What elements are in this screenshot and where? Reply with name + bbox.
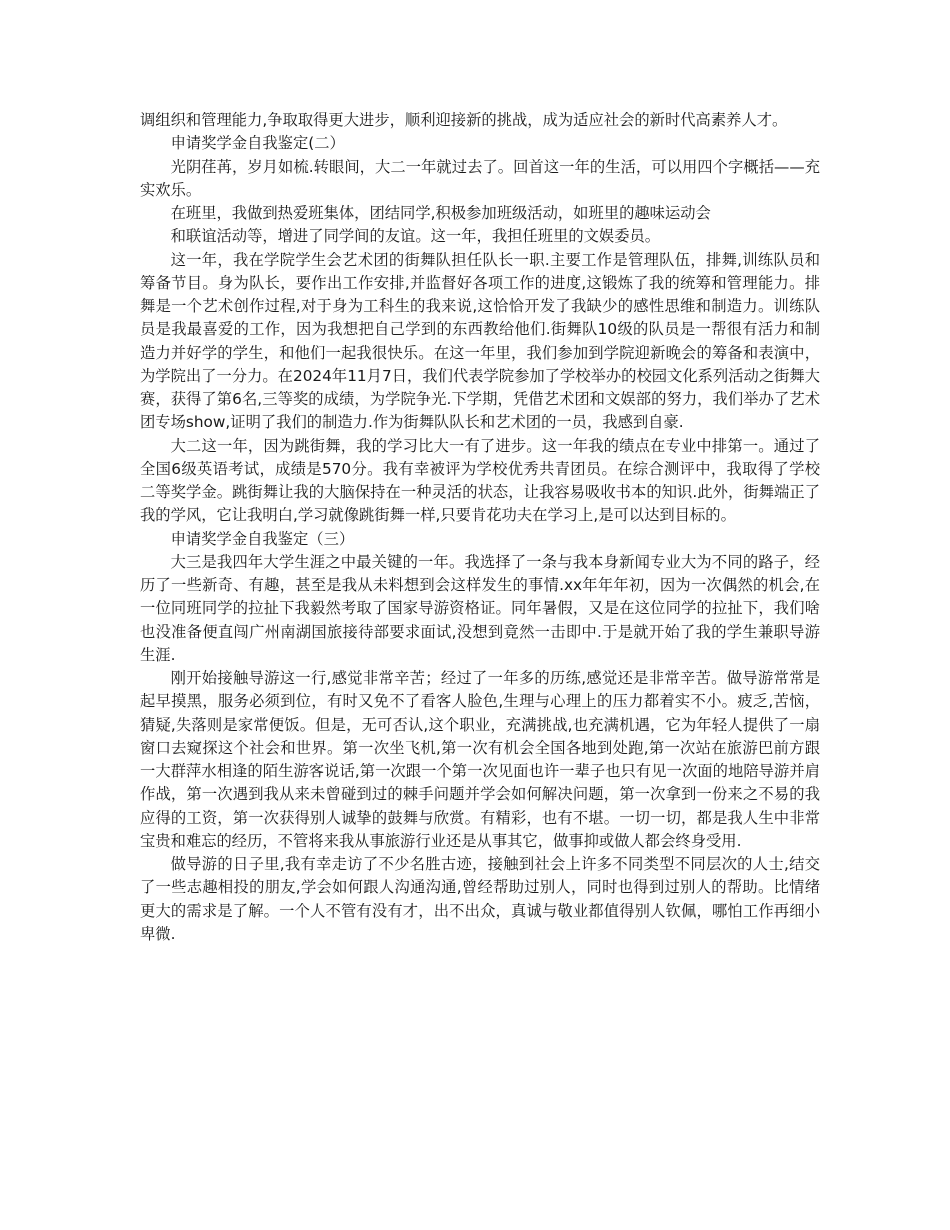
section-heading: 申请奖学金自我鉴定(二） (170, 134, 345, 153)
body-paragraph: 这一年，我在学院学生会艺术团的街舞队担任队长一职.主要工作是管理队伍，排舞,训练队员和筹备节目。身为队长，要作出工作安排,并监督好各项工作的进度,这锻炼了我的统筹和管理能力。排舞是一个艺术创作过程,对于身为工科生的我来说,这恰恰开发了我缺少的感性思维和制造力。训练队员是我最喜爱的工作，因为我想把自己学到的东西教给他们.街舞队10级的队员是一帮很有活力和制造力并好学的学生，和他们一起我很快乐。在这一年里，我们参加到学院迎新晚会的筹备和表演中，为学院出了一分力。在2024年11月7日，我们代表学院参加了学校举办的校园文化系列活动之街舞大赛，获得了第6名,三等奖的成绩，为学院争光.下学期，凭借艺术团和文娱部的努力，我们举办了艺术团专场show,证明了我们的制造力.作为街舞队队长和艺术团的一员，我感到自豪. (140, 250, 821, 432)
body-paragraph: 光阴荏苒，岁月如梳.转眼间，大二一年就过去了。回首这一年的生活，可以用四个字概括——充实欢乐。 (140, 157, 820, 199)
body-paragraph: 和联谊活动等，增进了同学间的友谊。这一年，我担任班里的文娱委员。 (170, 227, 661, 246)
body-paragraph: 刚开始接触导游这一行,感觉非常辛苦；经过了一年多的历练,感觉还是非常辛苦。做导游常常是起早摸黑，服务必须到位，有时又免不了看客人脸色,生理与心理上的压力都着实不小。疲乏,苦恼，猜疑,失落则是家常便饭。但是，无可否认,这个职业，充满挑战,也充满机遇，它为年轻人提供了一扇窗口去窥探这个社会和世界。第一次坐飞机,第一次有机会全国各地到处跑,第一次站在旅游巴前方跟一大群萍水相逢的陌生游客说话,第一次跟一个第一次见面也许一辈子也只有见一次面的地陪导游并肩作战，第一次遇到我从来未曾碰到过的棘手问题并学会如何解决问题，第一次拿到一份来之不易的我应得的工资，第一次获得别人诚挚的鼓舞与欣赏。有精彩，也有不堪。一切一切，都是我人生中非常宝贵和难忘的经历，不管将来我从事旅游行业还是从事其它，做事抑或做人都会终身受用. (140, 669, 820, 850)
section-heading: 申请奖学金自我鉴定（三） (170, 529, 355, 548)
body-paragraph: 大三是我四年大学生涯之中最关键的一年。我选择了一条与我本身新闻专业大为不同的路子，经历了一些新奇、有趣，甚至是我从未料想到会这样发生的事情.xx年年年初，因为一次偶然的机会,在一位同班同学的拉扯下我毅然考取了国家导游资格证。同年暑假，又是在这位同学的拉扯下，我们啥也没准备便直闯广州南湖国旅接待部要求面试,没想到竟然一击即中.于是就开始了我的学生兼职导游生涯. (140, 552, 820, 664)
body-paragraph: 调组织和管理能力,争取取得更大进步，顺利迎接新的挑战，成为适应社会的新时代高素养人才。 (140, 111, 788, 129)
document-page (140, 109, 820, 946)
body-paragraph: 做导游的日子里,我有幸走访了不少名胜古迹，接触到社会上许多不同类型不同层次的人士,结交了一些志趣相投的朋友,学会如何跟人沟通沟通,曾经帮助过别人，同时也得到过别人的帮助。比情绪更大的需求是了解。一个人不管有没有才，出不出众，真诚与敬业都值得别人钦佩，哪怕工作再细小卑微. (140, 855, 820, 943)
body-paragraph: 大二这一年，因为跳街舞，我的学习比大一有了进步。这一年我的绩点在专业中排第一。通过了全国6级英语考试，成绩是570分。我有幸被评为学校优秀共青团员。在综合测评中，我取得了学校二等奖学金。跳街舞让我的大脑保持在一种灵活的状态，让我容易吸收书本的知识.此外，街舞端正了我的学风，它让我明白,学习就像跳街舞一样,只要肯花功夫在学习上,是可以达到目标的。 (140, 436, 820, 525)
body-paragraph: 在班里，我做到热爱班集体，团结同学,积极参加班级活动，如班里的趣味运动会 (170, 204, 711, 222)
